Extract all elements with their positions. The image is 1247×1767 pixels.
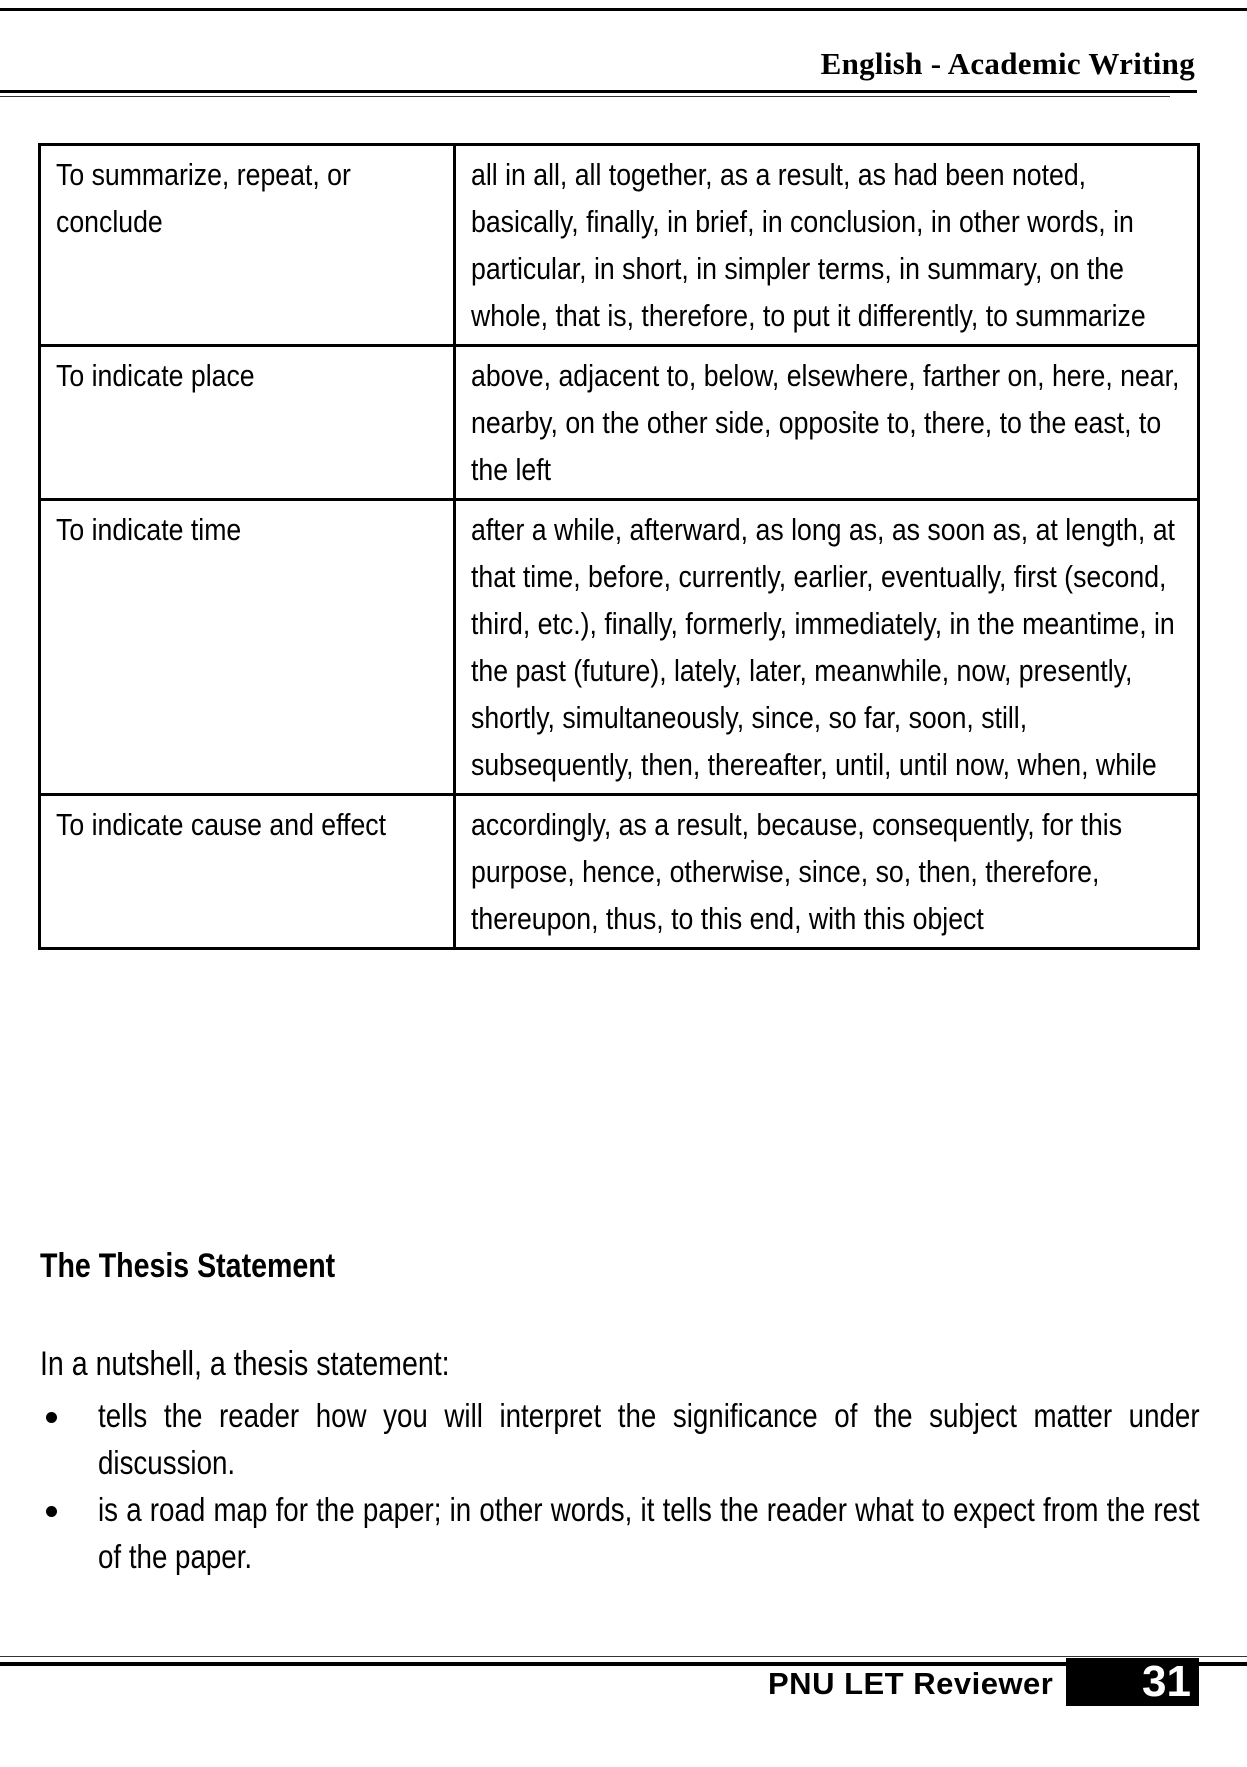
- footer-rule: [0, 1662, 1247, 1666]
- header-rule-thin: [0, 96, 1170, 97]
- table-row: [40, 346, 1199, 500]
- bullet-icon: [46, 1412, 57, 1423]
- expressions-text: after a while, afterward, as long as, as soon as, at length, at that time, before, currently, earlier, eventually, first (second, third, etc.), finally, formerly, immediately, in the meantime, in the past (future), lately, later, meanwhile, now, presently, shortly, simultaneously, since, so far, soon, still, subsequently, then, thereafter, until, until now, when, while: [471, 512, 1175, 782]
- intro-text: [40, 1345, 528, 1384]
- purpose-text: To indicate cause and effect: [56, 807, 387, 842]
- footer-rule-thin: [0, 1656, 1247, 1657]
- purpose-cell: [40, 500, 455, 795]
- expressions-cell: [455, 145, 1199, 346]
- table-row: [40, 795, 1199, 949]
- purpose-cell: [40, 346, 455, 500]
- page-number-badge: 31: [1066, 1658, 1199, 1706]
- running-header-title: English - Academic Writing: [820, 46, 1195, 81]
- header-rule: [0, 90, 1197, 93]
- list-item: [40, 1392, 1200, 1486]
- expressions-text: accordingly, as a result, because, consequently, for this purpose, hence, otherwise, since, so, then, therefore, thereupon, thus, to this end, with this object: [471, 807, 1123, 936]
- list-item-text: is a road map for the paper; in other words, it tells the reader what to expect from the rest of the paper.: [98, 1491, 1200, 1575]
- expressions-cell: [455, 795, 1199, 949]
- transitions-table: [38, 143, 1200, 950]
- list-item-text: tells the reader how you will interpret the significance of the subject matter under discussion.: [98, 1397, 1200, 1481]
- table-row: [40, 500, 1199, 795]
- expressions-cell: [455, 346, 1199, 500]
- expressions-text: all in all, all together, as a result, as had been noted, basically, finally, in brief, in conclusion, in other words, in particular, in short, in simpler terms, in summary, on the whole, that is, therefore, to put it differently, to summarize: [471, 157, 1146, 333]
- expressions-cell: [455, 500, 1199, 795]
- purpose-cell: [40, 145, 455, 346]
- section-heading: [40, 1247, 391, 1286]
- list-item: [40, 1486, 1200, 1580]
- purpose-text: To indicate place: [56, 358, 255, 393]
- top-rule: [0, 8, 1247, 11]
- expressions-text: above, adjacent to, below, elsewhere, farther on, here, near, nearby, on the other side, opposite to, there, to the east, to the left: [471, 358, 1180, 487]
- table-row: [40, 145, 1199, 346]
- thesis-bullet-list: [40, 1392, 1200, 1580]
- section-heading-text: The Thesis Statement: [40, 1247, 336, 1285]
- footer-book-title: PNU LET Reviewer: [768, 1666, 1054, 1701]
- bullet-icon: [46, 1506, 57, 1517]
- purpose-text: To summarize, repeat, or conclude: [56, 157, 351, 239]
- purpose-cell: [40, 795, 455, 949]
- intro-text-content: In a nutshell, a thesis statement:: [40, 1345, 450, 1383]
- purpose-text: To indicate time: [56, 512, 242, 547]
